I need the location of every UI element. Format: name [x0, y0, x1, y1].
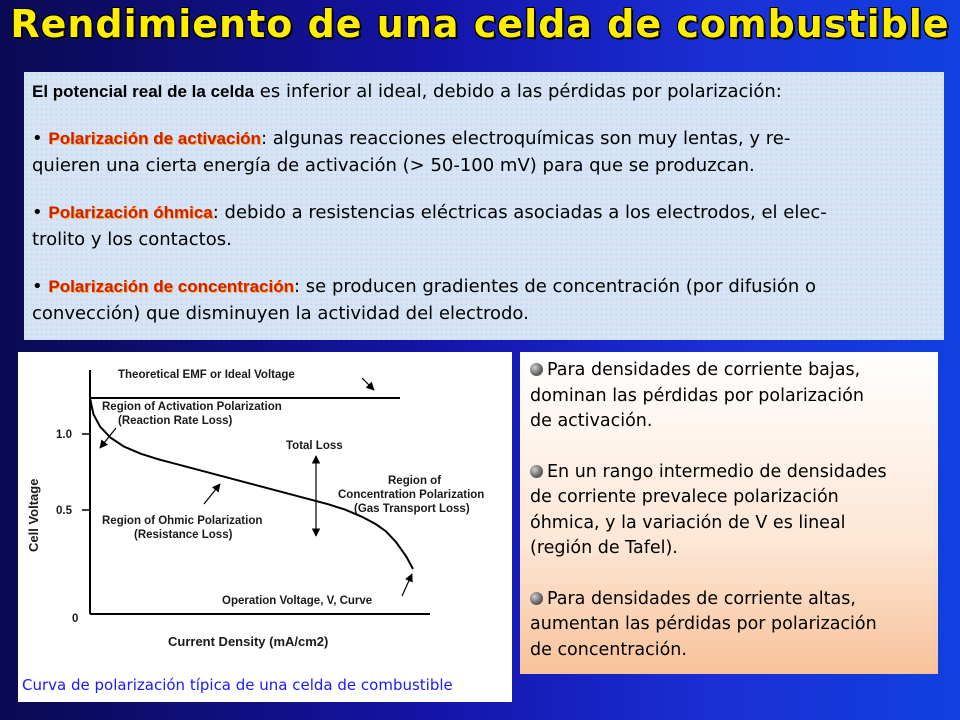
- concentration-label-2: Concentration Polarization: [338, 489, 485, 501]
- bullet-text: : se producen gradientes de concentración (por difusión o: [293, 276, 817, 297]
- term-concentration: Polarización de concentración: [48, 277, 294, 296]
- chart-caption: Curva de polarización típica de una celda de combustible: [18, 670, 512, 702]
- bullet-ohmic: [32, 199, 936, 226]
- slide-title: Rendimiento de una celda de combustible: [10, 2, 950, 46]
- operation-voltage-label: Operation Voltage, V, Curve: [222, 595, 373, 607]
- bullet-text: : debido a resistencias eléctricas asociadas a los electrodos, el elec-: [212, 202, 827, 223]
- summary-line: Para densidades de corriente altas,: [547, 588, 856, 609]
- y-tick-label: 1.0: [56, 429, 72, 441]
- bullet-concentration: [32, 273, 936, 300]
- summary-line: Para densidades de corriente bajas,: [547, 360, 861, 380]
- intro-line: [32, 78, 936, 105]
- bullet-marker: •: [32, 276, 43, 297]
- summary-line: aumentan las pérdidas por polarización: [530, 614, 877, 634]
- sphere-bullet-icon: [530, 363, 543, 376]
- summary-line: óhmica, y la variación de V es lineal: [530, 512, 846, 533]
- explanation-panel: [24, 72, 944, 340]
- polarization-chart-svg: [18, 352, 512, 670]
- summary-point-high: [530, 587, 928, 613]
- intro-lead: El potencial real de la celda: [32, 82, 255, 101]
- bullet-concentration-cont: convección) que disminuyen la actividad del electrodo.: [32, 303, 529, 324]
- y-tick-label: 0.5: [56, 505, 72, 517]
- activation-arrow: [100, 428, 116, 448]
- ohmic-label-2: (Resistance Loss): [134, 529, 233, 541]
- summary-panel: [520, 352, 938, 674]
- concentration-label-1: Region of: [388, 475, 442, 487]
- ideal-voltage-label: Theoretical EMF or Ideal Voltage: [118, 369, 295, 381]
- sphere-bullet-icon: [530, 592, 543, 605]
- bullet-activation: [32, 125, 936, 152]
- summary-line: dominan las pérdidas por polarización: [530, 385, 864, 406]
- concentration-label-3: (Gas Transport Loss): [354, 503, 470, 515]
- operation-arrow: [402, 574, 412, 596]
- summary-line: (región de Tafel).: [530, 538, 678, 558]
- bullet-text: : algunas reacciones electroquímicas son muy lentas, y re-: [260, 128, 791, 149]
- polarization-chart: [18, 352, 512, 670]
- bullet-ohmic-cont: trolito y los contactos.: [32, 229, 232, 250]
- bullet-marker: •: [32, 202, 43, 223]
- bullet-activation-cont: quieren una cierta energía de activación (> 50-100 mV) para que se produzcan.: [32, 155, 755, 176]
- ideal-voltage-arrow: [362, 378, 374, 390]
- y-tick-label: 0: [72, 613, 79, 625]
- total-loss-label: Total Loss: [286, 440, 343, 452]
- summary-point-mid: [530, 460, 928, 486]
- ohmic-arrow: [204, 484, 220, 504]
- summary-line: de concentración.: [530, 639, 687, 660]
- ohmic-label-1: Region of Ohmic Polarization: [102, 515, 263, 527]
- summary-point-low: [530, 358, 928, 384]
- sphere-bullet-icon: [530, 465, 543, 478]
- intro-rest: es inferior al ideal, debido a las pérdidas por polarización:: [254, 81, 782, 102]
- activation-label-1: Region of Activation Polarization: [102, 401, 282, 413]
- activation-label-2: (Reaction Rate Loss): [118, 415, 233, 427]
- summary-line: En un rango intermedio de densidades: [547, 461, 887, 482]
- x-axis-label: Current Density (mA/cm2): [168, 634, 329, 649]
- term-activation: Polarización de activación: [48, 129, 261, 148]
- bullet-marker: •: [32, 128, 43, 149]
- summary-line: de corriente prevalece polarización: [530, 487, 839, 507]
- summary-line: de activación.: [530, 411, 653, 431]
- y-axis-label: Cell Voltage: [26, 478, 41, 552]
- term-ohmic: Polarización óhmica: [48, 203, 213, 222]
